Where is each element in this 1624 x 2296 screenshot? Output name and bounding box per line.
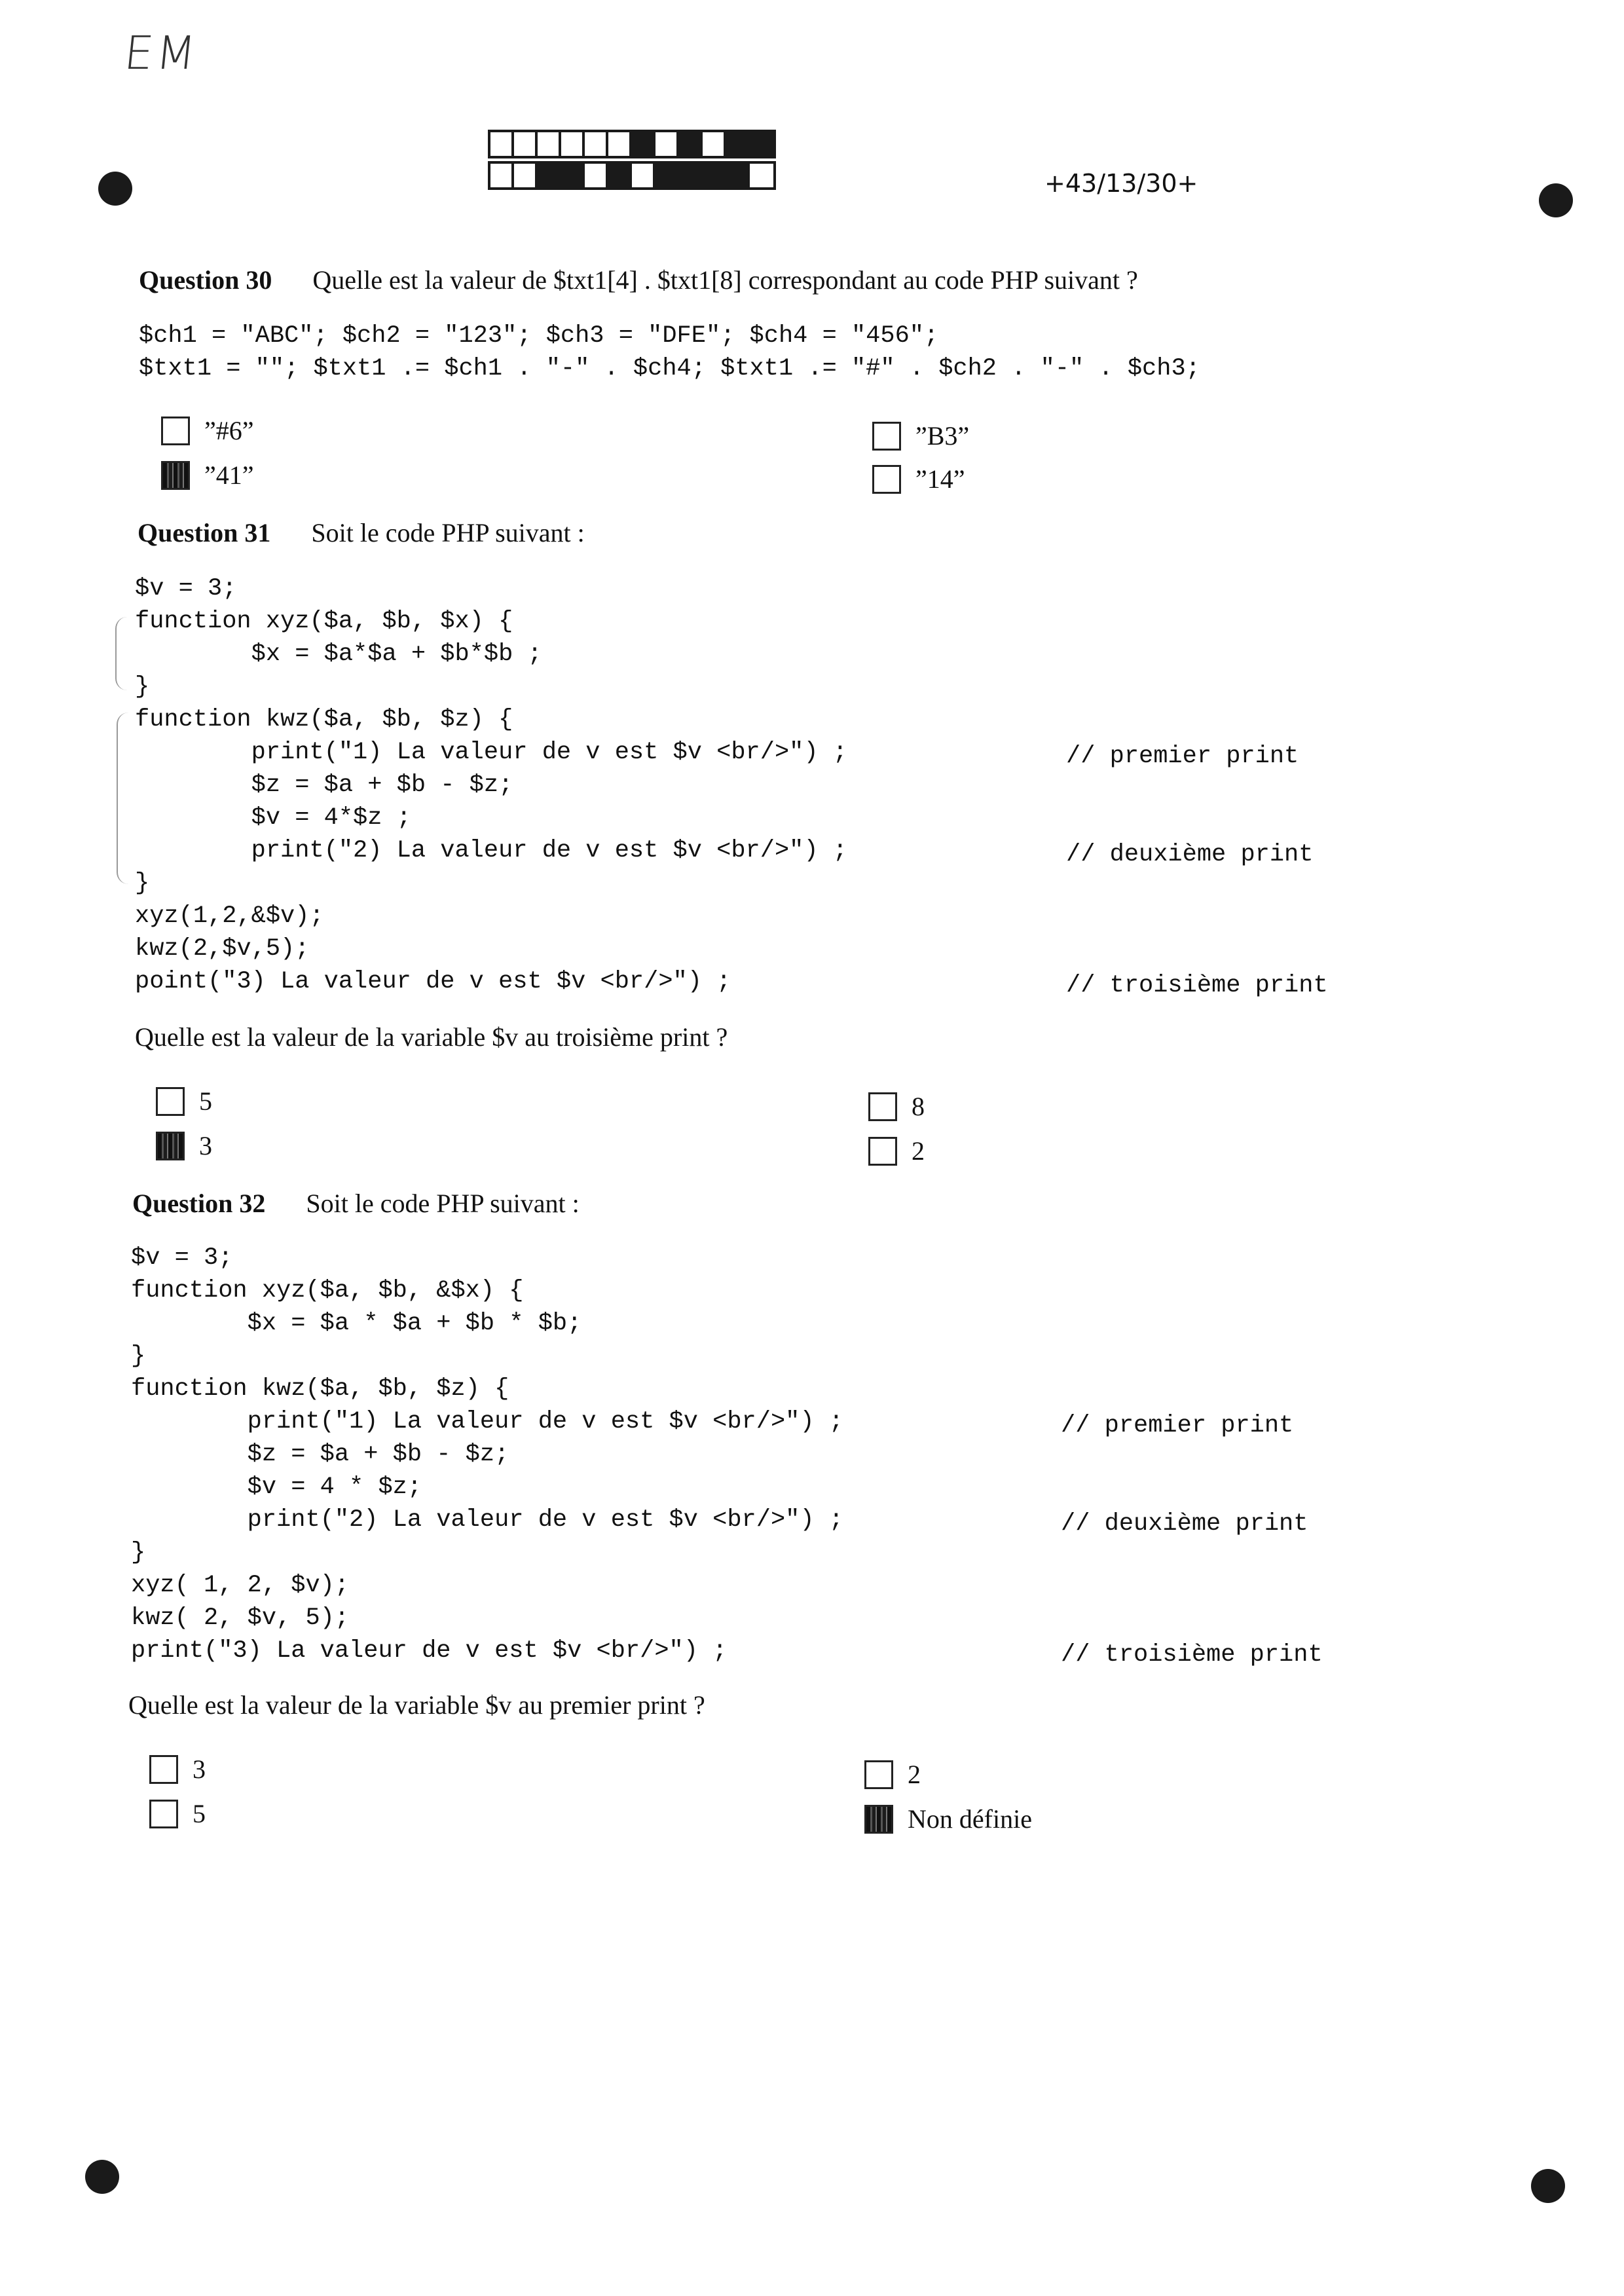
option-label: 3 <box>199 1131 212 1160</box>
option-label: 2 <box>912 1136 925 1166</box>
code-line: print("2) La valeur de v est $v <br/>") ; <box>131 1506 843 1534</box>
code-line: } <box>135 870 150 897</box>
question-31-header <box>138 517 585 548</box>
question-title: Soit le code PHP suivant : <box>306 1189 580 1218</box>
option-label: Non définie <box>908 1804 1032 1834</box>
barcode-cell <box>561 164 585 187</box>
q30-option-1[interactable] <box>161 415 254 446</box>
checkbox[interactable] <box>149 1800 178 1828</box>
question-30-code <box>139 320 1200 385</box>
code-comment: // deuxième print <box>1066 841 1314 868</box>
question-30-header <box>139 265 1138 295</box>
barcode-cell <box>750 132 773 156</box>
code-line: } <box>135 673 150 701</box>
option-label: 5 <box>193 1799 206 1828</box>
barcode-row-2 <box>488 161 776 190</box>
barcode-cell <box>608 164 632 187</box>
code-line: $v = 3; <box>135 575 237 602</box>
question-32-header <box>132 1188 580 1219</box>
handwritten-mark: EM <box>121 26 201 80</box>
question-32-code <box>131 1242 843 1667</box>
q32-option-4[interactable] <box>864 1804 1032 1834</box>
q31-option-2[interactable] <box>156 1130 212 1161</box>
barcode-cell <box>490 164 514 187</box>
barcode-row-1 <box>488 130 776 158</box>
checkbox[interactable] <box>149 1755 178 1784</box>
q32-option-3[interactable] <box>864 1759 921 1790</box>
pencil-mark <box>117 713 134 884</box>
option-label: ”#6” <box>204 416 254 445</box>
option-label: ”14” <box>915 464 965 494</box>
code-line: $z = $a + $b - $z; <box>131 1441 509 1468</box>
code-line: $x = $a*$a + $b*$b ; <box>135 640 542 668</box>
option-label: 8 <box>912 1092 925 1121</box>
code-line: } <box>131 1539 146 1566</box>
barcode-cell <box>538 132 561 156</box>
barcode-cell <box>585 132 608 156</box>
checkbox-checked[interactable] <box>156 1132 185 1160</box>
code-line: kwz( 2, $v, 5); <box>131 1604 350 1632</box>
code-line: function kwz($a, $b, $z) { <box>131 1375 509 1403</box>
code-line: $v = 3; <box>131 1244 233 1272</box>
code-line: xyz(1,2,&$v); <box>135 902 324 930</box>
code-line: xyz( 1, 2, $v); <box>131 1572 350 1599</box>
option-label: ”B3” <box>915 421 970 451</box>
checkbox[interactable] <box>872 465 901 494</box>
question-32-prompt: Quelle est la valeur de la variable $v au premier print ? <box>128 1690 705 1720</box>
barcode-cell <box>655 164 679 187</box>
barcode-cell <box>585 164 608 187</box>
code-line: function xyz($a, $b, $x) { <box>135 608 513 635</box>
option-label: ”41” <box>204 460 254 490</box>
barcode-cell <box>703 164 726 187</box>
page-id: +43/13/30+ <box>1044 169 1198 198</box>
checkbox[interactable] <box>156 1087 185 1116</box>
q32-option-2[interactable] <box>149 1798 206 1829</box>
q30-option-2[interactable] <box>161 460 254 491</box>
barcode-cell <box>632 164 655 187</box>
code-line: $x = $a * $a + $b * $b; <box>131 1310 582 1337</box>
code-line: print("1) La valeur de v est $v <br/>") ; <box>131 1408 843 1435</box>
checkbox-checked[interactable] <box>161 461 190 490</box>
checkbox-checked[interactable] <box>864 1805 893 1834</box>
registration-dot-bottom-right <box>1531 2169 1565 2203</box>
barcode-cell <box>655 132 679 156</box>
q32-option-1[interactable] <box>149 1754 206 1785</box>
q31-option-1[interactable] <box>156 1086 212 1117</box>
code-line: $txt1 = ""; $txt1 .= $ch1 . "-" . $ch4; $txt1 .= "#" . $ch2 . "-" . $ch3; <box>139 355 1200 382</box>
registration-dot-top-left <box>98 172 132 206</box>
question-label: Question 31 <box>138 518 271 547</box>
question-label: Question 32 <box>132 1189 266 1218</box>
code-line: print("3) La valeur de v est $v <br/>") ; <box>131 1637 728 1665</box>
barcode-cell <box>538 164 561 187</box>
barcode-cell <box>632 132 655 156</box>
question-31-prompt: Quelle est la valeur de la variable $v au troisième print ? <box>135 1022 728 1052</box>
code-comment: // deuxième print <box>1061 1510 1308 1538</box>
code-line: function kwz($a, $b, $z) { <box>135 706 513 733</box>
barcode-cell <box>726 132 750 156</box>
q30-option-4[interactable] <box>872 464 965 494</box>
checkbox[interactable] <box>868 1092 897 1121</box>
barcode-cell <box>679 132 703 156</box>
option-label: 3 <box>193 1754 206 1784</box>
q31-option-4[interactable] <box>868 1136 925 1166</box>
barcode-cell <box>750 164 773 187</box>
checkbox[interactable] <box>872 422 901 451</box>
code-line: $v = 4 * $z; <box>131 1473 422 1501</box>
code-line: point("3) La valeur de v est $v <br/>") ; <box>135 968 731 995</box>
code-line: function xyz($a, $b, &$x) { <box>131 1277 524 1305</box>
barcode-cell <box>679 164 703 187</box>
barcode-cell <box>561 132 585 156</box>
barcode-cell <box>490 132 514 156</box>
code-line: kwz(2,$v,5); <box>135 935 310 963</box>
barcode-cell <box>726 164 750 187</box>
code-comment: // troisième print <box>1066 972 1328 999</box>
barcode-cell <box>514 164 538 187</box>
checkbox[interactable] <box>864 1760 893 1789</box>
registration-dot-bottom-left <box>85 2160 119 2194</box>
code-line: } <box>131 1342 146 1370</box>
option-label: 5 <box>199 1086 212 1116</box>
code-line: $z = $a + $b - $z; <box>135 771 513 799</box>
pencil-mark <box>115 617 132 690</box>
barcode-cell <box>514 132 538 156</box>
q31-option-3[interactable] <box>868 1091 925 1122</box>
question-label: Question 30 <box>139 265 272 295</box>
code-comment: // troisième print <box>1061 1641 1323 1669</box>
code-line: print("2) La valeur de v est $v <br/>") ; <box>135 837 847 864</box>
question-31-code <box>135 572 847 998</box>
registration-dot-top-right <box>1539 183 1573 217</box>
checkbox[interactable] <box>868 1137 897 1166</box>
code-line: print("1) La valeur de v est $v <br/>") ; <box>135 739 847 766</box>
question-title: Soit le code PHP suivant : <box>311 518 585 547</box>
barcode-cell <box>703 132 726 156</box>
code-comment: // premier print <box>1061 1412 1294 1439</box>
code-line: $ch1 = "ABC"; $ch2 = "123"; $ch3 = "DFE"; $ch4 = "456"; <box>139 322 939 350</box>
checkbox[interactable] <box>161 417 190 445</box>
code-comment: // premier print <box>1066 743 1299 770</box>
option-label: 2 <box>908 1760 921 1789</box>
q30-option-3[interactable] <box>872 420 969 451</box>
barcode-cell <box>608 132 632 156</box>
code-line: $v = 4*$z ; <box>135 804 411 832</box>
question-title: Quelle est la valeur de $txt1[4] . $txt1[8] correspondant au code PHP suivant ? <box>312 265 1138 295</box>
